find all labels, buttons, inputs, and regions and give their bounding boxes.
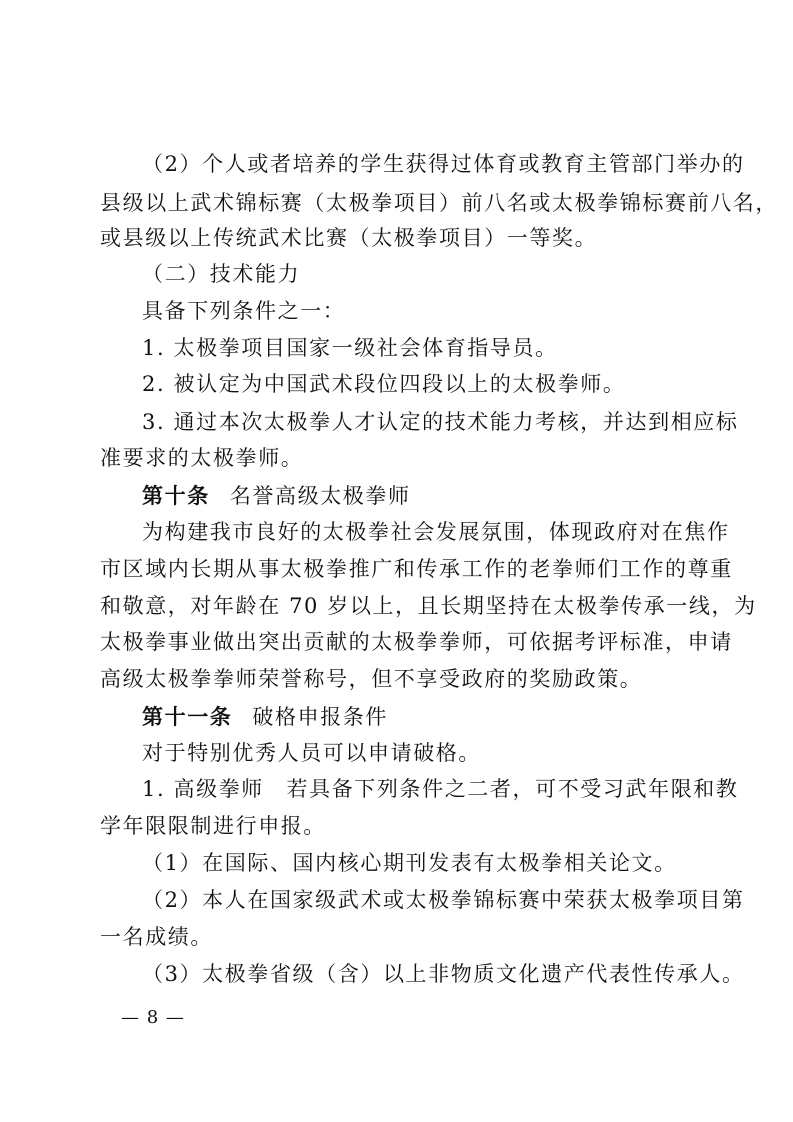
paragraph-line: 市区域内长期从事太极拳推广和传承工作的老拳师们工作的尊重 bbox=[100, 557, 733, 581]
list-item: 3. 通过本次太极拳人才认定的技术能力考核，并达到相应标 bbox=[142, 410, 739, 434]
paragraph-line: 学年限限制进行申报。 bbox=[100, 814, 326, 838]
paragraph-line: 准要求的太极拳师。 bbox=[100, 446, 304, 470]
article-10-number: 第十条 bbox=[142, 483, 210, 508]
paragraph-line: 为构建我市良好的太极拳社会发展氛围，体现政府对在焦作 bbox=[142, 520, 730, 544]
paragraph-line: 具备下列条件之一： bbox=[142, 299, 346, 323]
list-item: 2. 被认定为中国武术段位四段以上的太极拳师。 bbox=[142, 372, 626, 396]
paragraph-line: （2）个人或者培养的学生获得过体育或教育主管部门举办的 bbox=[142, 152, 745, 176]
paragraph-line: 县级以上武术锦标赛（太极拳项目）前八名或太极拳锦标赛前八名， bbox=[100, 191, 778, 215]
article-10-title: 名誉高级太极拳师 bbox=[229, 484, 411, 508]
article-10-heading-line bbox=[142, 485, 793, 507]
paragraph-line: 高级太极拳拳师荣誉称号，但不享受政府的奖励政策。 bbox=[100, 667, 643, 691]
section-heading: （二）技术能力 bbox=[142, 262, 301, 286]
list-item: （2）本人在国家级武术或太极拳锦标赛中荣获太极拳项目第 bbox=[142, 888, 745, 912]
paragraph-line: 或县级以上传统武术比赛（太极拳项目）一等奖。 bbox=[100, 226, 598, 250]
paragraph-line: 一名成绩。 bbox=[100, 925, 213, 949]
article-11-heading-line bbox=[142, 706, 793, 728]
paragraph-line: 太极拳事业做出突出贡献的太极拳拳师，可依据考评标准，申请 bbox=[100, 630, 733, 654]
list-item: 1. 太极拳项目国家一级社会体育指导员。 bbox=[142, 336, 558, 360]
list-item: 1. 高级拳师 若具备下列条件之二者，可不受习武年限和教 bbox=[142, 777, 739, 801]
list-item: （1）在国际、国内核心期刊发表有太极拳相关论文。 bbox=[142, 851, 677, 875]
page-number: — 8 — bbox=[121, 1007, 185, 1028]
paragraph-line: 和敬意，对年龄在 70 岁以上，且长期坚持在太极拳传承一线，为 bbox=[100, 594, 757, 618]
article-11-number: 第十一条 bbox=[142, 704, 233, 729]
article-11-title: 破格申报条件 bbox=[252, 705, 389, 729]
list-item: （3）太极拳省级（含）以上非物质文化遗产代表性传承人。 bbox=[142, 962, 745, 986]
paragraph-line: 对于特别优秀人员可以申请破格。 bbox=[142, 741, 481, 765]
